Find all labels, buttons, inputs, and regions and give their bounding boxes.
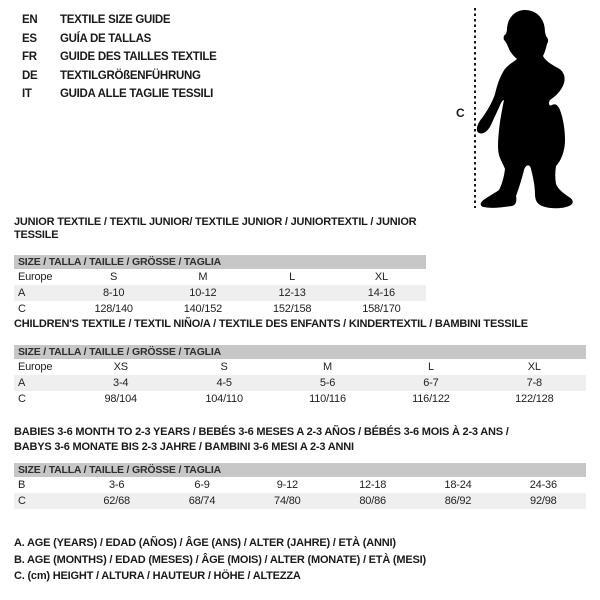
language-code: EN — [22, 14, 38, 27]
size-cell: S — [110, 271, 118, 283]
footnote-age-months: B. AGE (MONTHS) / EDAD (MESES) / ÂGE (MOIS) / ALTER (MONATE) / ETÀ (MESI) — [14, 553, 426, 566]
row-label: Europe — [18, 271, 53, 283]
language-row-fr — [22, 48, 217, 67]
row-label: B — [18, 479, 26, 491]
table-row-age — [14, 375, 586, 391]
baby-silhouette — [470, 4, 598, 212]
height-cell: 92/98 — [530, 495, 557, 507]
age-cell: 4-5 — [216, 377, 232, 389]
age-cell: 3-4 — [113, 377, 129, 389]
size-cell: M — [323, 361, 332, 373]
language-code: IT — [22, 88, 32, 101]
table-row-europe — [14, 359, 586, 375]
language-code: FR — [22, 51, 37, 64]
table-title: JUNIOR TEXTILE / TEXTIL JUNIOR/ TEXTILE JUNIOR / JUNIORTEXTIL / JUNIOR TESSILE — [14, 216, 417, 241]
table-title-wrap — [14, 318, 586, 331]
size-cell: L — [427, 361, 434, 373]
language-title-list — [22, 11, 217, 104]
language-row-en — [22, 11, 217, 30]
footnote-age-years: A. AGE (YEARS) / EDAD (AÑOS) / ÂGE (ANS) / ALTER (JAHRE) / ETÀ (ANNI) — [14, 537, 396, 549]
age-cell: 9-12 — [276, 479, 298, 491]
height-cell: 140/152 — [183, 303, 223, 315]
age-cell: 6-7 — [423, 377, 439, 389]
age-cell: 8-10 — [103, 287, 125, 299]
height-cell: 122/128 — [515, 393, 554, 405]
language-row-de — [22, 67, 217, 86]
size-cell: XL — [374, 271, 388, 283]
row-label: Europe — [18, 361, 53, 373]
size-cell: XL — [527, 361, 541, 373]
footnote-height: C. (cm) HEIGHT / ALTURA / HAUTEUR / HÖHE / ALTEZZA — [14, 570, 301, 582]
age-cell: 12-13 — [278, 287, 306, 299]
height-cell: 62/68 — [103, 495, 130, 507]
language-code: DE — [22, 69, 38, 82]
language-row-it — [22, 85, 217, 104]
age-cell: 12-18 — [359, 479, 387, 491]
language-title: GUÍA DE TALLAS — [60, 32, 151, 45]
size-cell: S — [220, 361, 228, 373]
table-title-wrap — [14, 216, 426, 242]
height-measure-label: C — [456, 106, 465, 120]
table-row-age-months — [14, 477, 586, 493]
table-row-height — [14, 301, 426, 317]
table-title-line-1: BABIES 3-6 MONTH TO 2-3 YEARS / BEBÉS 3-6 MESES A 2-3 AÑOS / BÉBÉS 3-6 MOIS À 2-3 ANS / — [14, 426, 509, 438]
row-label: C — [18, 495, 26, 507]
height-cell: 98/104 — [104, 393, 137, 405]
size-header-bar: SIZE / TALLA / TAILLE / GRÖSSE / TAGLIA — [14, 345, 586, 359]
table-title: CHILDREN'S TEXTILE / TEXTIL NIÑO/A / TEXTILE DES ENFANTS / KINDERTEXTIL / BAMBINI TESSILE — [14, 318, 528, 330]
size-header-bar: SIZE / TALLA / TAILLE / GRÖSSE / TAGLIA — [14, 463, 586, 477]
language-code: ES — [22, 32, 37, 45]
table-row-age — [14, 285, 426, 301]
height-cell: 86/92 — [444, 495, 472, 507]
size-cell: L — [289, 271, 296, 283]
footnote-legend — [14, 535, 426, 585]
table-title-line-2: BABYS 3-6 MONATE BIS 2-3 JAHRE / BAMBINI 3-6 MESI A 2-3 ANNI — [14, 441, 354, 453]
height-cell: 104/110 — [205, 393, 243, 405]
language-title: GUIDA ALLE TAGLIE TESSILI — [60, 88, 214, 101]
table-title-wrap — [14, 425, 586, 455]
table-row-europe — [14, 269, 426, 285]
size-cell: M — [198, 271, 208, 283]
height-cell: 68/74 — [188, 495, 216, 507]
row-label: C — [18, 303, 26, 315]
age-cell: 18-24 — [444, 479, 472, 491]
row-label: A — [18, 287, 26, 299]
language-title: TEXTILE SIZE GUIDE — [60, 14, 171, 27]
height-cell: 110/116 — [309, 393, 346, 405]
language-title: GUIDE DES TAILLES TEXTILE — [60, 51, 217, 64]
height-cell: 80/86 — [359, 495, 386, 507]
height-cell: 158/170 — [362, 303, 401, 315]
language-row-es — [22, 30, 217, 49]
table-row-height — [14, 493, 586, 509]
age-cell: 6-9 — [194, 479, 210, 491]
age-cell: 5-6 — [319, 377, 336, 389]
height-cell: 74/80 — [274, 495, 301, 507]
babies-textile-table — [14, 425, 586, 509]
height-cell: 116/122 — [412, 393, 450, 405]
row-label: C — [18, 393, 26, 405]
age-cell: 24-36 — [529, 479, 557, 491]
size-header-bar: SIZE / TALLA / TAILLE / GRÖSSE / TAGLIA — [14, 255, 426, 269]
height-cell: 128/140 — [94, 303, 133, 315]
junior-textile-table — [14, 216, 426, 317]
height-cell: 152/158 — [272, 303, 312, 315]
age-cell: 7-8 — [526, 377, 542, 389]
age-cell: 10-12 — [189, 287, 217, 299]
row-label: A — [18, 377, 26, 389]
language-title: TEXTILGRÖßENFÜHRUNG — [60, 69, 201, 82]
age-cell: 14-16 — [367, 287, 395, 299]
childrens-textile-table — [14, 318, 586, 407]
size-cell: XS — [113, 361, 128, 373]
age-cell: 3-6 — [109, 479, 125, 491]
table-row-height — [14, 391, 586, 407]
